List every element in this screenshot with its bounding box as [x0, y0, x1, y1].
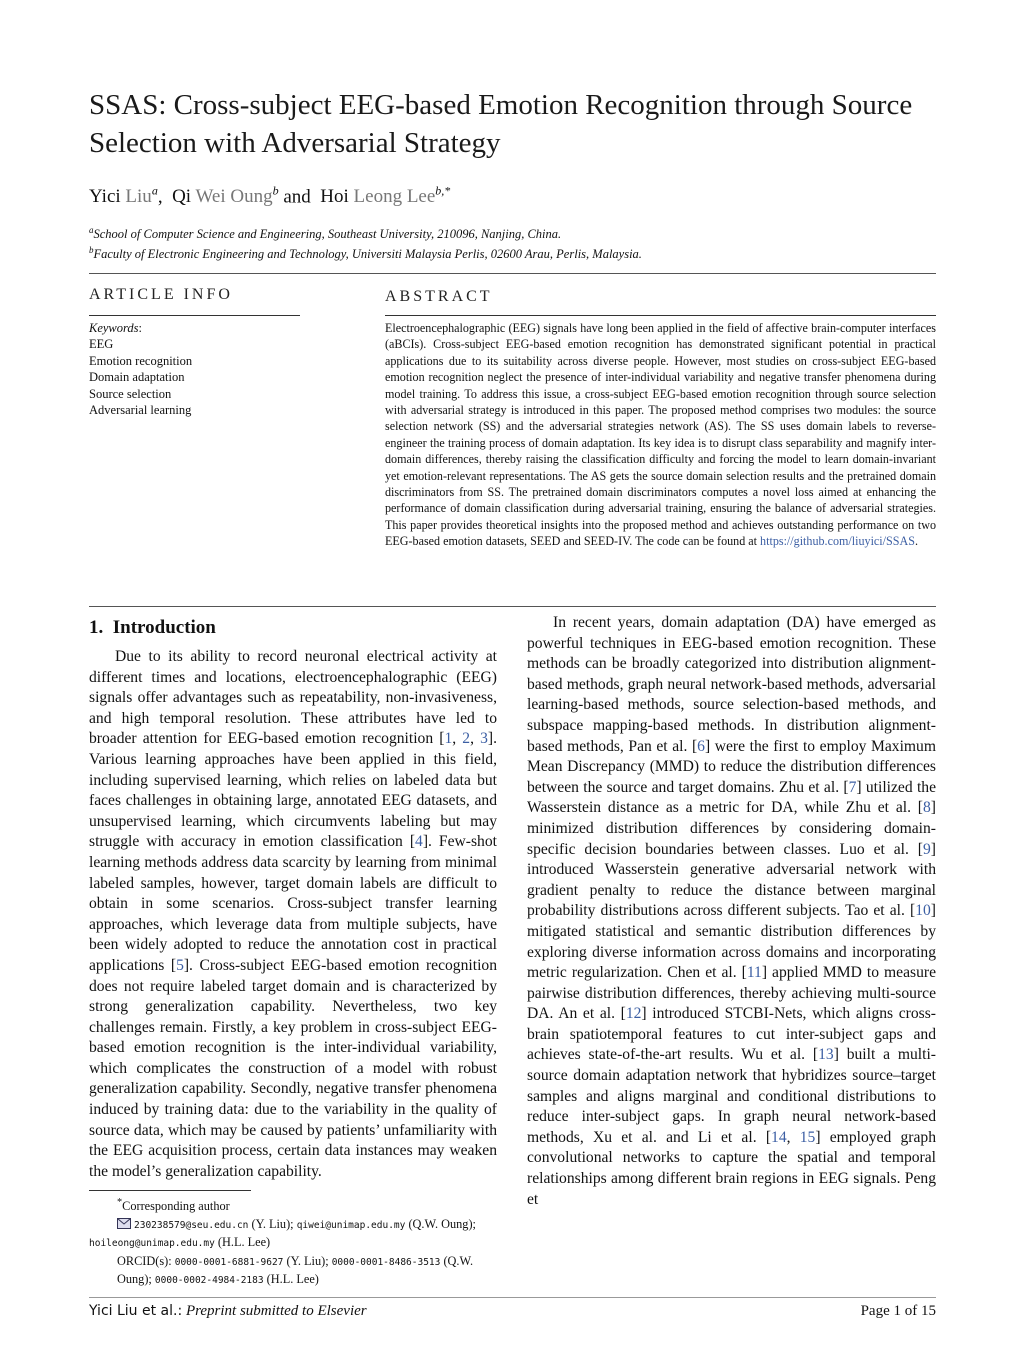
- keyword-item: Adversarial learning: [89, 403, 192, 418]
- envelope-icon: [117, 1217, 131, 1235]
- affiliation-b: $^b$Faculty of Electronic Engineering and Technology, Universiti Malaysia Perlis, 02600 Arau, Perlis, Malaysia.: [89, 245, 642, 262]
- affiliation-a: $^a$School of Computer Science and Engineering, Southeast University, 210096, Nanjing, China.: [89, 225, 562, 242]
- citation-link[interactable]: 13: [818, 1046, 834, 1064]
- keyword-item: Source selection: [89, 386, 172, 401]
- citation-link[interactable]: 6: [697, 737, 705, 755]
- orcid-link[interactable]: 0000-0001-8486-3513: [331, 1256, 441, 1268]
- email-link[interactable]: 230238579@seu.edu.cn: [134, 1219, 249, 1231]
- citation-link[interactable]: 15: [799, 1128, 816, 1146]
- footer-rule: [89, 1297, 936, 1298]
- orcid-link[interactable]: 0000-0002-4984-2183: [154, 1275, 264, 1287]
- footer-left: Yici Liu et al.: Preprint submitted to Elsevier: [89, 1303, 367, 1319]
- citation-link[interactable]: 11: [746, 964, 762, 982]
- citation-link[interactable]: 7: [848, 778, 857, 796]
- code-link[interactable]: https://github.com/liuyici/SSAS: [760, 534, 915, 549]
- email-link[interactable]: qiwei@unimap.edu.my: [296, 1219, 406, 1231]
- intro-paragraph-1: Due to its ability to record neuronal electrical activity at different times and locations, electroencephalographic (EEG) signals offer advantages such as repeatability, non-invasiveness, and high temporal resolution. These attributes have led to broader attention for EEG-based emotion recognition [1, 2, 3]. Various learning approaches have been applied in this field, including supervised learning, which relies on labeled data but faces challenges in obtaining large, annotated EEG datasets, and unsupervised learning, which circumvents labeling but may struggle with accuracy in emotion classification [4]. Few-shot learning methods address data scarcity by learning from minimal labeled samples, however, target domain labels are difficult to obtain in some scenarios. Cross-subject transfer learning approaches, which leverage data from multiple subjects, have been widely adopted to reduce the annotation cost in practical applications [5]. Cross-subject EEG-based emotion recognition does not require labeled target domain and is characterized by strong generalization capability. Nevertheless, two key challenges remain. Firstly, a key problem in cross-subject EEG-based emotion recognition is the inter-individual variability, which complicates the construction of a model with robust generalization capability. Secondly, negative transfer phenomena induced by training data: due to the variability in the quality of source data, which may be caused by patients’ unfamiliarity with the EEG acquisition process, certain data instances may weaken the model’s generalization capability.: [89, 648, 497, 1180]
- citation-link[interactable]: 1: [444, 730, 453, 748]
- keyword-item: Emotion recognition: [89, 353, 193, 368]
- intro-right-column: [527, 613, 936, 1281]
- abstract-divider: [89, 606, 936, 607]
- orcid-link[interactable]: 0000-0001-6881-9627: [174, 1256, 284, 1268]
- citation-link[interactable]: 3: [480, 730, 488, 748]
- citation-link[interactable]: 14: [771, 1128, 787, 1146]
- page-number: Page 1 of 15: [860, 1303, 936, 1319]
- abstract-rule: [385, 315, 936, 316]
- email-link[interactable]: hoileong@unimap.edu.my: [89, 1238, 215, 1250]
- abstract-body: Electroencephalographic (EEG) signals have long been applied in the field of affective brain-computer interfaces (aBCIs). Cross-subject EEG-based emotion recognition has demonstrated significant potential in practical applications due to its suitability across diverse people. However, most studies on cross-subject EEG-based emotion recognition neglect the presence of inter-individual variability and negative transfer phenomena during model training. To address this issue, a cross-subject EEG-based emotion recognition through source selection with adversarial strategy is introduced in this paper. The proposed method comprises two modules: the source selection network (SS) and the adversarial strategies network (AS). The SS uses domain labels to reverse-engineer the training process of domain adaptation. Its key idea is to disrupt class separability and magnify inter-domain differences, thereby raising the classification difficulty and forcing the model to learn domain-invariant yet emotion-relevant representations. The AS gets the source domain selection results and the pretrained domain discriminators from SS. The pretrained domain discriminators computes a novel loss aimed at enhancing the performance of domain classification during adversarial training, ensuring the balance of adversarial strategies. This paper provides theoretical insights into the proposed method and achieves outstanding performance on two EEG-based emotion datasets, SEED and SEED-IV. The code can be found at https://github.com/liuyici/SSAS.: [385, 321, 936, 549]
- author-2: Qi Wei Oung$^b$: [172, 184, 279, 208]
- citation-link[interactable]: 12: [625, 1005, 642, 1023]
- author-line: Yici Liu$^a$, Qi Wei Oung$^b$ and Hoi Leong Lee$^{b,*}$: [89, 184, 451, 208]
- keywords-block: Keywords: EEG Emotion recognition Domain adaptation Source selection Adversarial learning: [89, 321, 193, 418]
- author-1: Yici Liu$^a$: [89, 184, 158, 208]
- intro-paragraph-2: In recent years, domain adaptation (DA) have emerged as powerful techniques in EEG-based emotion recognition. These methods can be broadly categorized into distribution alignment-based methods, graph neural network-based methods, adversarial learning-based methods, source selection-based methods, and subspace mapping-based methods. In distribution alignment-based methods, Pan et al. [6] were the first to employ Maximum Mean Discrepancy (MMD) to reduce the distribution differences between the source and target domains. Zhu et al. [7] utilized the Wasserstein distance as a metric for DA, while Zhu et al. [8] minimized distribution differences by considering domain-specific decision boundaries between classes. Luo et al. [9] introduced Wasserstein generative adversarial network with gradient penalty to reduce the distance between marginal probability distributions across different subjects. Tao et al. [10] mitigated statistical and semantic distribution differences by exploring diverse information across domains and incorporating metric regularization. Chen et al. [11] applied MMD to measure pairwise distribution differences, thereby achieving multi-source DA. An et al. [12] introduced STCBI-Nets, which aligns cross-brain spatiotemporal features to cut inter-subject gaps and achieves state-of-the-art results. Wu et al. [13] built a multi-source domain adaptation network that hybridizes source–target samples and aligns marginal and conditional distributions to reduce inter-subject gaps. In graph neural network-based methods, Xu et al. and Li et al. [14, 15] employed graph convolutional networks to capture the spatial and temporal relationships among different brain regions in EEG signals. Peng et: [527, 614, 936, 1208]
- footnote-rule: [89, 1190, 251, 1191]
- section-heading: 1. Introduction: [89, 617, 216, 638]
- keyword-item: Domain adaptation: [89, 370, 185, 385]
- article-info-rule: [89, 315, 300, 316]
- citation-link[interactable]: 8: [923, 799, 931, 817]
- citation-link[interactable]: 4: [415, 833, 423, 851]
- article-info-heading: ARTICLE INFO: [89, 286, 233, 303]
- abstract-heading: ABSTRACT: [385, 288, 493, 305]
- citation-link[interactable]: 5: [176, 956, 184, 974]
- citation-link[interactable]: 10: [915, 902, 931, 920]
- citation-link[interactable]: 2: [462, 730, 471, 748]
- header-divider: [89, 273, 936, 274]
- author-3: Hoi Leong Lee$^{b,*}$: [320, 184, 451, 208]
- footnote: *Corresponding author 230238579@seu.edu.cn (Y. Liu); qiwei@unimap.edu.my (Q.W. Oung); hoileong@unimap.edu.my (H.L. Lee) ORCID(s): 0000-0001-6881-9627 (Y. Liu); 0000-0001-8486-3513 (Q.W. Oung); 0000-0002-4984-2183 (H.L. Lee): [89, 1197, 476, 1287]
- keyword-item: EEG: [89, 337, 114, 352]
- intro-left-column: [89, 647, 497, 1183]
- citation-link[interactable]: 9: [923, 840, 931, 858]
- paper-title: SSAS: Cross-subject EEG-based Emotion Recognition through Source Selection with Adversarial Strategy: [89, 89, 913, 159]
